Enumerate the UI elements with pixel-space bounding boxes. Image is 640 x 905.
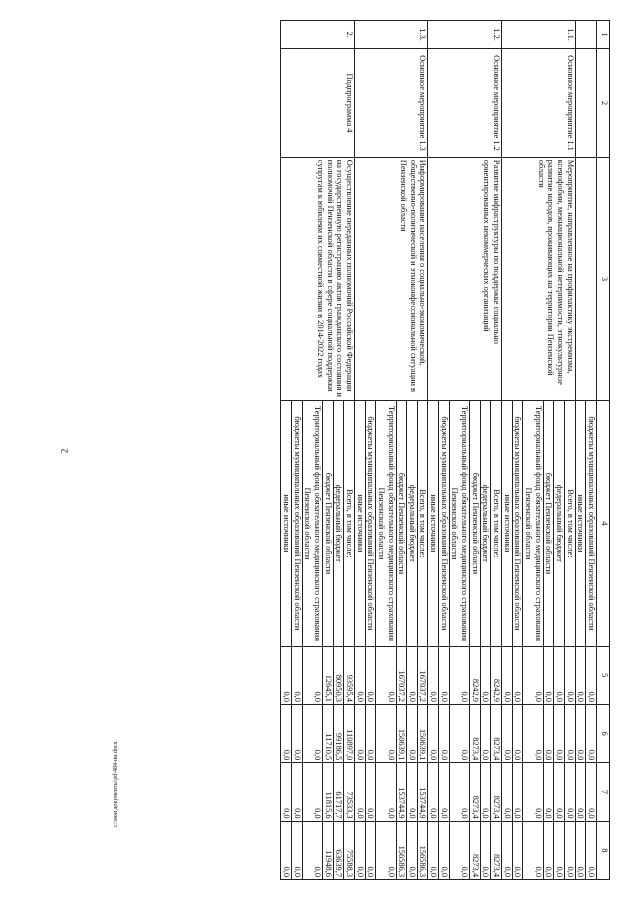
amount-cell: 0,0 <box>523 763 543 821</box>
amount-cell: 156586,3 <box>417 821 428 879</box>
column-number: 4 <box>597 401 610 646</box>
amount-cell: 61717,7 <box>333 763 344 821</box>
column-header-row <box>597 21 610 880</box>
funding-source-label: федеральный бюджет <box>407 401 418 646</box>
amount-cell: 11815,6 <box>322 763 333 821</box>
measure-description <box>575 157 596 400</box>
amount-cell: 0,0 <box>365 763 376 821</box>
column-number: 7 <box>597 763 610 821</box>
row-number: 1.3. <box>354 21 428 49</box>
measure-description: Развитие инфраструктуры по поддержке социально ориентированных некоммерческих организаций <box>428 157 502 400</box>
amount-cell: 0,0 <box>365 821 376 879</box>
amount-cell: 0,0 <box>512 821 523 879</box>
measure-description: Мероприятие, направленное на профилактику экстремизма, ксенофобии, межнациональной нетерпимости, этнокультурное развитие народов, проживающих на территории Пензенской области <box>502 157 576 400</box>
page-number: 2 <box>59 448 70 454</box>
table-row <box>491 21 502 880</box>
amount-cell: 0,0 <box>428 704 439 762</box>
amount-cell: 153744,9 <box>396 763 407 821</box>
amount-cell: 0,0 <box>354 763 365 821</box>
amount-cell: 153744,9 <box>417 763 428 821</box>
funding-source-label: Всего, в том числе: <box>565 401 576 646</box>
amount-cell: 0,0 <box>449 704 469 762</box>
column-number: 3 <box>597 157 610 400</box>
amount-cell: 0,0 <box>376 821 396 879</box>
row-number: 2. <box>281 21 355 49</box>
amount-cell: 0,0 <box>502 646 513 704</box>
amount-cell: 167037,2 <box>396 646 407 704</box>
amount-cell: 0,0 <box>502 763 513 821</box>
funding-source-label: иные источники <box>575 401 586 646</box>
amount-cell: 8273,4 <box>470 763 481 821</box>
row-number: 1.2. <box>428 21 502 49</box>
amount-cell: 0,0 <box>565 704 576 762</box>
amount-cell: 0,0 <box>512 763 523 821</box>
funding-source-label: иные источники <box>428 401 439 646</box>
amount-cell: 0,0 <box>281 646 292 704</box>
funding-source-label: бюджеты муниципальных образований Пензенской области <box>365 401 376 646</box>
amount-cell: 0,0 <box>449 821 469 879</box>
amount-cell: 0,0 <box>428 646 439 704</box>
amount-cell: 93595,4 <box>344 646 355 704</box>
amount-cell: 0,0 <box>502 704 513 762</box>
funding-source-label: иные источники <box>354 401 365 646</box>
table-row <box>344 21 355 880</box>
funding-source-label: Территориальный фонд обязательного медицинского страхования Пензенской области <box>449 401 469 646</box>
amount-cell: 0,0 <box>575 646 586 704</box>
amount-cell: 11710,5 <box>322 704 333 762</box>
amount-cell: 0,0 <box>281 704 292 762</box>
amount-cell: 0,0 <box>554 821 565 879</box>
measure-description: Осуществление переданных полномочий Российской Федерации на государственную регистрацию актов гражданского состояния и полномочий Пензенской области в сфере социальной поддержки супругам к юбилеям их совместной жизни в 2014-2022 годах <box>281 157 355 400</box>
amount-cell: 99186,5 <box>333 704 344 762</box>
amount-cell: 0,0 <box>565 646 576 704</box>
amount-cell: 0,0 <box>512 646 523 704</box>
amount-cell: 0,0 <box>586 821 597 879</box>
amount-cell: 8273,4 <box>491 821 502 879</box>
amount-cell: 0,0 <box>565 821 576 879</box>
amount-cell: 0,0 <box>512 704 523 762</box>
measure-description: Информирование населения о социально-экономической, общественно-политической и этноконфессиональной ситуации в Пензенской области <box>354 157 428 400</box>
funding-source-label: Территориальный фонд обязательного медицинского страхования Пензенской области <box>523 401 543 646</box>
measure-name: Основное мероприятие 1.1 <box>502 49 576 158</box>
amount-cell: 0,0 <box>365 646 376 704</box>
amount-cell: 0,0 <box>586 704 597 762</box>
amount-cell: 0,0 <box>439 821 450 879</box>
amount-cell: 0,0 <box>449 646 469 704</box>
amount-cell: 12645,1 <box>322 646 333 704</box>
amount-cell: 0,0 <box>502 821 513 879</box>
amount-cell: 0,0 <box>543 646 554 704</box>
amount-cell: 0,0 <box>523 821 543 879</box>
amount-cell: 0,0 <box>480 821 491 879</box>
table-row <box>417 21 428 880</box>
amount-cell: 8242,9 <box>491 646 502 704</box>
amount-cell: 0,0 <box>376 763 396 821</box>
measure-name: Подпрограмма 4 <box>281 49 355 158</box>
amount-cell: 0,0 <box>554 763 565 821</box>
funding-source-label: иные источники <box>281 401 292 646</box>
amount-cell: 150639,1 <box>417 704 428 762</box>
amount-cell: 0,0 <box>281 821 292 879</box>
amount-cell: 150639,1 <box>396 704 407 762</box>
amount-cell: 0,0 <box>480 763 491 821</box>
amount-cell: 80950,3 <box>333 646 344 704</box>
amount-cell: 0,0 <box>554 646 565 704</box>
amount-cell: 8273,4 <box>491 763 502 821</box>
column-number: 8 <box>597 821 610 879</box>
amount-cell: 110897,0 <box>344 704 355 762</box>
funding-source-label: федеральный бюджет <box>554 401 565 646</box>
amount-cell: 0,0 <box>291 821 302 879</box>
funding-source-label: бюджеты муниципальных образований Пензенской области <box>512 401 523 646</box>
amount-cell: 0,0 <box>302 704 322 762</box>
amount-cell: 0,0 <box>281 763 292 821</box>
amount-cell: 0,0 <box>354 646 365 704</box>
amount-cell: 75588,3 <box>344 821 355 879</box>
table-row <box>586 21 597 880</box>
column-number: 6 <box>597 704 610 762</box>
amount-cell: 73533,3 <box>344 763 355 821</box>
funding-table <box>280 20 610 880</box>
amount-cell: 0,0 <box>565 763 576 821</box>
amount-cell: 0,0 <box>291 646 302 704</box>
amount-cell: 0,0 <box>575 763 586 821</box>
row-number: 1.1. <box>502 21 576 49</box>
amount-cell: 0,0 <box>365 704 376 762</box>
funding-source-label: бюджеты муниципальных образований Пензенской области <box>291 401 302 646</box>
amount-cell: 0,0 <box>302 646 322 704</box>
amount-cell: 8273,4 <box>470 704 481 762</box>
amount-cell: 8273,4 <box>491 704 502 762</box>
amount-cell: 0,0 <box>523 704 543 762</box>
amount-cell: 0,0 <box>407 646 418 704</box>
amount-cell: 0,0 <box>291 704 302 762</box>
amount-cell: 8242,9 <box>470 646 481 704</box>
amount-cell: 0,0 <box>480 704 491 762</box>
amount-cell: 0,0 <box>543 763 554 821</box>
amount-cell: 0,0 <box>543 704 554 762</box>
funding-source-label: федеральный бюджет <box>480 401 491 646</box>
amount-cell: 0,0 <box>575 704 586 762</box>
amount-cell: 167037,2 <box>417 646 428 704</box>
amount-cell: 0,0 <box>407 704 418 762</box>
table-row <box>565 21 576 880</box>
measure-name: Основное мероприятие 1.2 <box>428 49 502 158</box>
amount-cell: 0,0 <box>586 646 597 704</box>
amount-cell: 0,0 <box>302 763 322 821</box>
amount-cell: 8273,4 <box>470 821 481 879</box>
amount-cell: 0,0 <box>376 704 396 762</box>
funding-source-label: бюджет Пензенской области <box>322 401 333 646</box>
amount-cell: 0,0 <box>302 821 322 879</box>
funding-source-label: Территориальный фонд обязательного медицинского страхования Пензенской области <box>302 401 322 646</box>
funding-source-label: федеральный бюджет <box>333 401 344 646</box>
amount-cell: 63639,7 <box>333 821 344 879</box>
funding-source-label: бюджет Пензенской области <box>396 401 407 646</box>
amount-cell: 0,0 <box>586 763 597 821</box>
measure-name <box>575 49 596 158</box>
amount-cell: 0,0 <box>407 763 418 821</box>
measure-name: Основное мероприятие 1.3 <box>354 49 428 158</box>
funding-source-label: иные источники <box>502 401 513 646</box>
column-number: 2 <box>597 49 610 158</box>
amount-cell: 0,0 <box>439 646 450 704</box>
funding-source-label: бюджет Пензенской области <box>543 401 554 646</box>
funding-source-label: Территориальный фонд обязательного медицинского страхования Пензенской области <box>376 401 396 646</box>
amount-cell: 0,0 <box>523 646 543 704</box>
amount-cell: 0,0 <box>376 646 396 704</box>
amount-cell: 0,0 <box>449 763 469 821</box>
funding-source-label: Всего, в том числе: <box>344 401 355 646</box>
file-path-footer: c:\мои документы\pd\484-ни.docx <box>113 741 119 827</box>
amount-cell: 0,0 <box>439 704 450 762</box>
row-number <box>575 21 596 49</box>
funding-source-label: Всего, в том числе: <box>491 401 502 646</box>
amount-cell: 11948,6 <box>322 821 333 879</box>
column-number: 1 <box>597 21 610 49</box>
funding-source-label: бюджет Пензенской области <box>470 401 481 646</box>
amount-cell: 0,0 <box>543 821 554 879</box>
funding-source-label: бюджеты муниципальных образований Пензенской области <box>586 401 597 646</box>
amount-cell: 0,0 <box>480 646 491 704</box>
amount-cell: 0,0 <box>439 763 450 821</box>
rotated-page-content <box>117 20 610 880</box>
amount-cell: 0,0 <box>291 763 302 821</box>
amount-cell: 0,0 <box>428 763 439 821</box>
funding-source-label: Всего, в том числе: <box>417 401 428 646</box>
column-number: 5 <box>597 646 610 704</box>
amount-cell: 0,0 <box>354 821 365 879</box>
amount-cell: 0,0 <box>354 704 365 762</box>
amount-cell: 0,0 <box>575 821 586 879</box>
amount-cell: 156586,3 <box>396 821 407 879</box>
amount-cell: 0,0 <box>407 821 418 879</box>
amount-cell: 0,0 <box>554 704 565 762</box>
funding-source-label: бюджеты муниципальных образований Пензенской области <box>439 401 450 646</box>
amount-cell: 0,0 <box>428 821 439 879</box>
